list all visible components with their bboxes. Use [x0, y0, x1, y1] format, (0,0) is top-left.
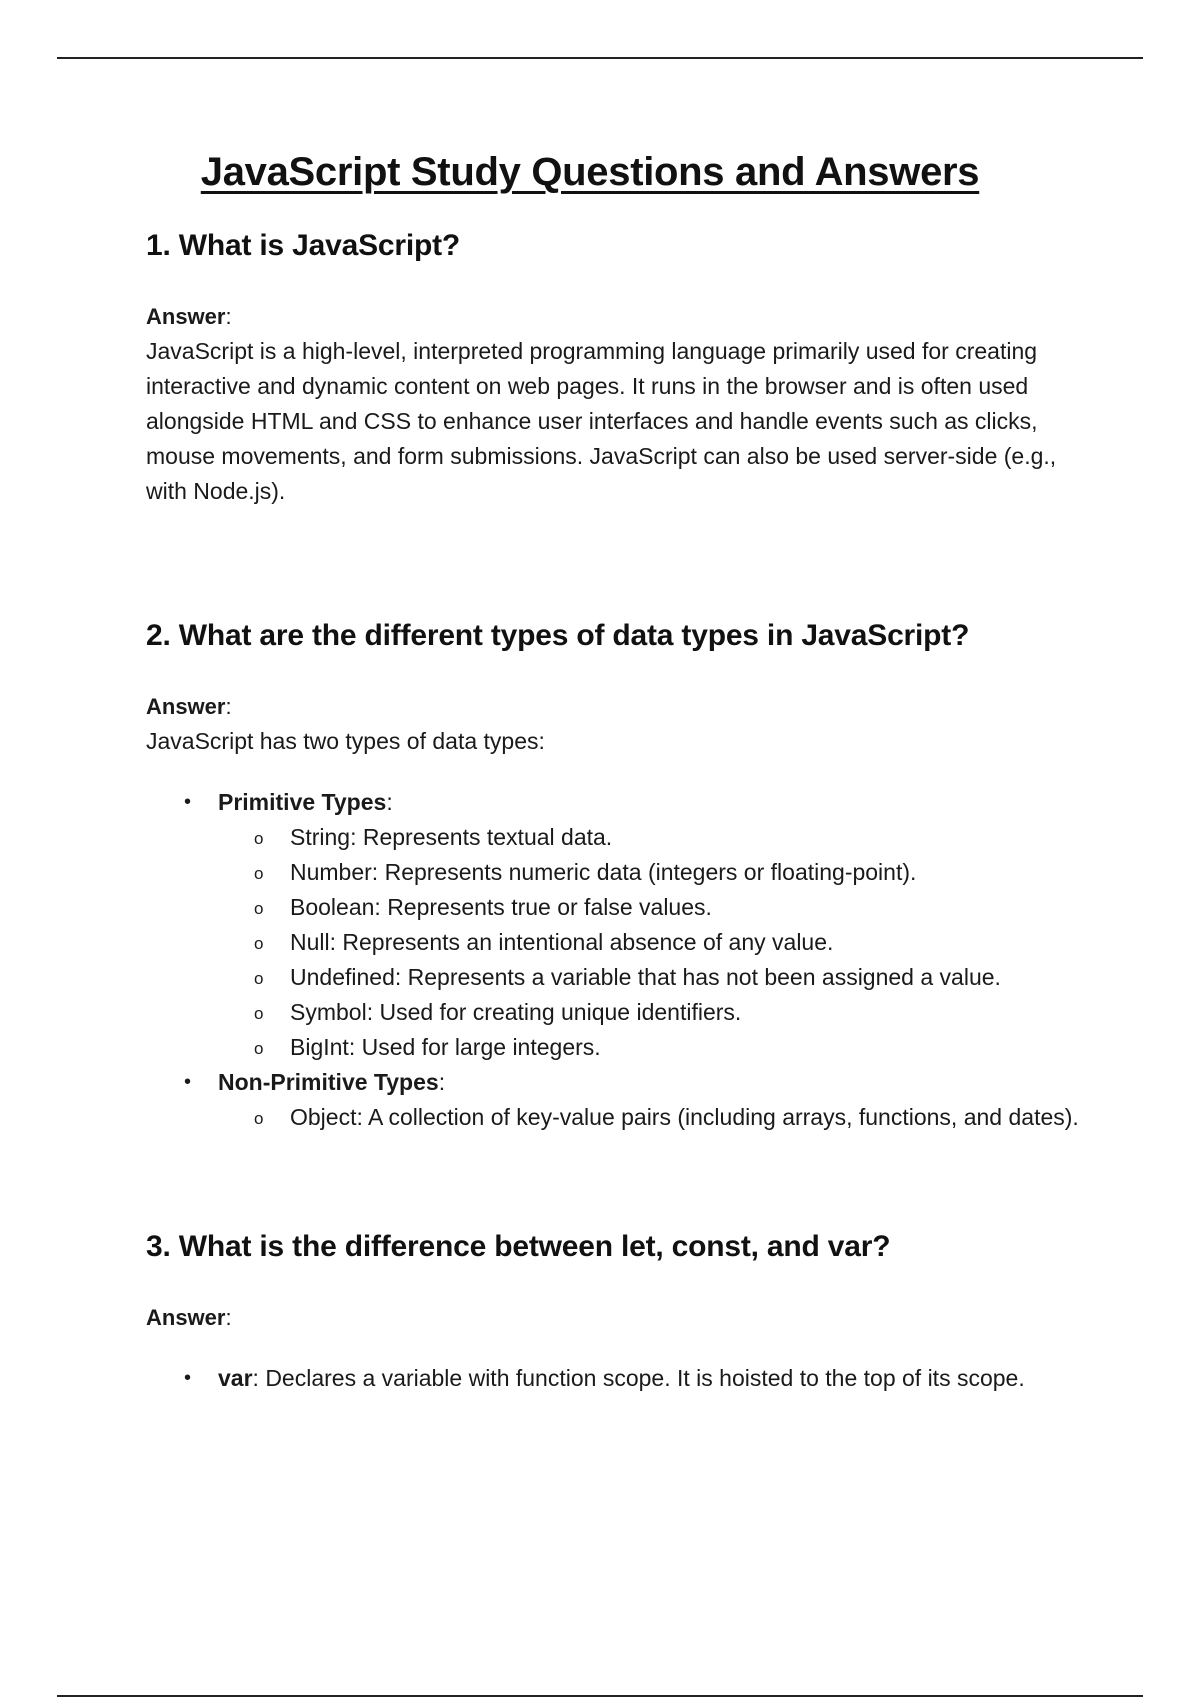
list-item: o Number: Represents numeric data (integers or floating-point). — [218, 855, 1086, 890]
list-item: o Symbol: Used for creating unique identifiers. — [218, 995, 1086, 1030]
bullet-icon: • — [184, 1071, 192, 1093]
answer-label-text: Answer — [146, 1305, 226, 1330]
sub-bullet-icon: o — [254, 1109, 264, 1128]
answer-label-colon: : — [225, 694, 232, 719]
list-item: o BigInt: Used for large integers. — [218, 1030, 1086, 1065]
sub-bullet-icon: o — [254, 1039, 264, 1058]
question-1 — [146, 229, 1086, 509]
list-item-var — [146, 1361, 1086, 1396]
list-item-non-primitive-types — [146, 1065, 1086, 1135]
group-name: Non-Primitive Types: — [218, 1069, 446, 1095]
bottom-divider — [57, 1695, 1143, 1697]
question-2 — [146, 619, 1086, 1135]
answer-label — [146, 1300, 1086, 1335]
question-2-intro: JavaScript has two types of data types: — [146, 728, 545, 754]
list-item: o Object: A collection of key-value pairs (including arrays, functions, and dates). — [218, 1100, 1086, 1135]
primitive-types-list — [218, 820, 1086, 1065]
sub-bullet-icon: o — [254, 934, 264, 953]
non-primitive-types-list — [218, 1100, 1086, 1135]
group-name: Primitive Types: — [218, 789, 393, 815]
keyword-list — [146, 1361, 1086, 1396]
sub-bullet-icon: o — [254, 899, 264, 918]
list-item-primitive-types — [146, 785, 1086, 1065]
keyword-term: var — [218, 1365, 253, 1391]
top-divider — [57, 57, 1143, 59]
keyword-description: : Declares a variable with function scope. It is hoisted to the top of its scope. — [252, 1365, 1025, 1391]
list-item: o Boolean: Represents true or false values. — [218, 890, 1086, 925]
list-item: o Null: Represents an intentional absence of any value. — [218, 925, 1086, 960]
sub-bullet-icon: o — [254, 864, 264, 883]
question-1-heading: 1. What is JavaScript? — [146, 229, 461, 262]
question-2-heading: 2. What are the different types of data types in JavaScript? — [146, 619, 970, 652]
question-1-answer: JavaScript is a high-level, interpreted programming language primarily used for creating interactive and dynamic content on web pages. It runs in the browser and is often used alongside HTML and CSS to enhance user interfaces and handle events such as clicks, mouse movements, and form submissions. JavaScript can also be used server-side (e.g., with Node.js). — [146, 338, 1057, 504]
bullet-icon: • — [184, 1367, 192, 1389]
sub-bullet-icon: o — [254, 1004, 264, 1023]
answer-label-text: Answer — [146, 304, 226, 329]
answer-label-text: Answer — [146, 694, 226, 719]
answer-label-colon: : — [225, 304, 232, 329]
page-title: JavaScript Study Questions and Answers — [200, 150, 980, 194]
document-body — [146, 130, 1086, 1396]
answer-label-colon: : — [225, 1305, 232, 1330]
list-item: o Undefined: Represents a variable that has not been assigned a value. — [218, 960, 1086, 995]
answer-label — [146, 689, 1086, 724]
question-3-heading: 3. What is the difference between let, const, and var? — [146, 1230, 891, 1263]
list-item: o String: Represents textual data. — [218, 820, 1086, 855]
data-type-groups — [146, 785, 1086, 1135]
spacer — [146, 509, 1086, 619]
question-3 — [146, 1230, 1086, 1396]
answer-label — [146, 299, 1086, 334]
spacer — [146, 1135, 1086, 1230]
sub-bullet-icon: o — [254, 969, 264, 988]
sub-bullet-icon: o — [254, 829, 264, 848]
bullet-icon: • — [184, 791, 192, 813]
